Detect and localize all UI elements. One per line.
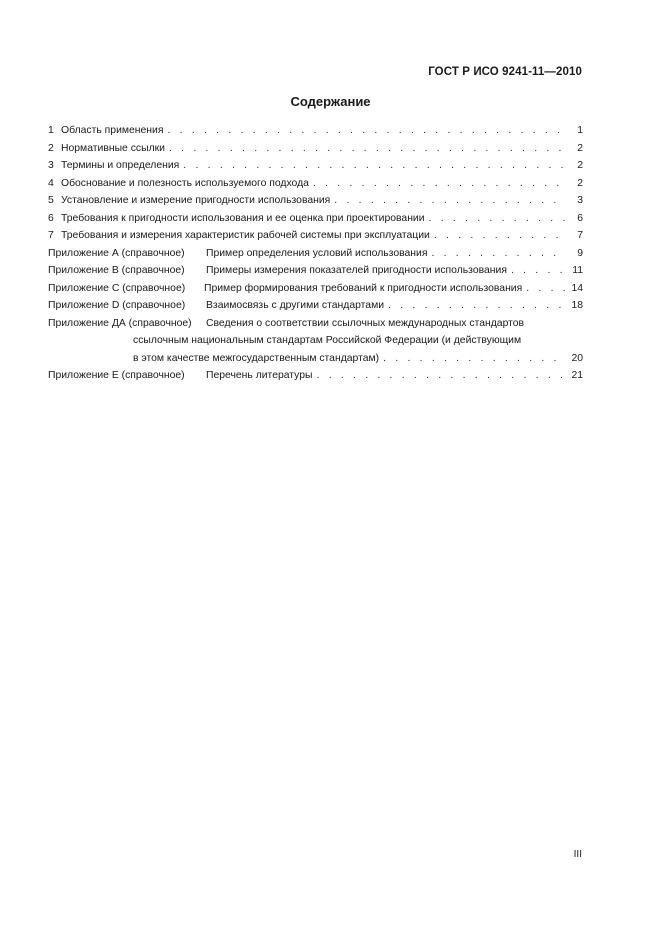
dot-leader [507,262,566,280]
appendix-label: Приложение D (справочное) [48,300,186,311]
toc-entry-number: 3 [48,160,54,171]
toc-entry-title: Область применения [61,125,164,136]
toc-entry-page: 6 [577,212,583,224]
page-number: III [573,849,582,860]
appendix-label: Приложение С (справочное) [48,282,186,294]
toc-entry-page: 2 [577,142,583,154]
appendix-page: 11 [572,265,583,276]
dot-leader [179,157,566,175]
toc-entry-page: 2 [577,177,583,189]
toc-entry-title: Установление и измерение пригодности использования [61,195,331,206]
dot-leader [313,367,566,385]
appendix-title: Пример определения условий использования [206,247,428,259]
toc-entry-number: 5 [48,195,54,206]
toc-entry-page: 7 [577,230,583,241]
dot-leader [309,175,566,193]
appendix-title-line-2: ссылочным национальным стандартам Российской Федерации (и действующим [133,335,522,346]
appendix-label: Приложение А (справочное) [48,247,185,259]
toc-entry-7[interactable] [48,227,583,245]
table-of-contents [48,122,583,385]
toc-entry-3[interactable] [48,157,583,175]
appendix-label: Приложение В (справочное) [48,265,185,276]
toc-entry-title: Термины и определения [61,160,180,171]
dot-leader [379,350,566,368]
dot-leader [522,280,566,298]
toc-appendix-da[interactable] [48,315,583,368]
toc-entry-number: 6 [48,212,54,224]
appendix-title-line-1: Сведения о соответствии ссылочных международных стандартов [206,317,525,329]
toc-entry-1[interactable] [48,122,583,140]
appendix-page: 9 [577,247,583,259]
appendix-title: Примеры измерения показателей пригодности использования [206,265,507,276]
dot-leader [427,245,566,263]
toc-entry-page: 3 [577,195,583,206]
toc-entry-number: 7 [48,230,54,241]
appendix-label: Приложение Е (справочное) [48,370,185,381]
dot-leader [330,192,566,210]
toc-appendix-d[interactable] [48,297,583,315]
dot-leader [425,210,566,228]
appendix-title: Взаимосвязь с другими стандартами [206,300,385,311]
toc-entry-title: Требования и измерения характеристик рабочей системы при эксплуатации [61,230,430,241]
toc-entry-title: Обоснование и полезность используемого подхода [61,177,309,189]
toc-entry-2[interactable] [48,140,583,158]
appendix-page: 18 [571,300,583,311]
dot-leader [163,122,566,140]
appendix-title-line-3: в этом качестве межгосударственным стандартам) [133,352,380,364]
toc-entry-title: Нормативные ссылки [61,142,165,154]
appendix-label: Приложение ДА (справочное) [48,317,192,329]
toc-appendix-b[interactable] [48,262,583,280]
document-code: ГОСТ Р ИСО 9241-11—2010 [428,66,582,78]
toc-entry-page: 1 [577,125,583,136]
toc-entry-number: 2 [48,142,54,154]
toc-entry-5[interactable] [48,192,583,210]
toc-appendix-a[interactable] [48,245,583,263]
toc-appendix-e[interactable] [48,367,583,385]
toc-entry-title: Требования к пригодности использования и ее оценка при проектировании [61,212,425,224]
toc-entry-6[interactable] [48,210,583,228]
appendix-title: Пример формирования требований к пригодности использования [204,282,523,294]
appendix-title: Перечень литературы [206,370,313,381]
toc-entry-number: 1 [48,125,54,136]
toc-title: Содержание [290,94,371,109]
appendix-page: 21 [571,370,583,381]
dot-leader [430,227,566,245]
dot-leader [384,297,566,315]
appendix-page: 20 [571,352,583,364]
toc-entry-4[interactable] [48,175,583,193]
toc-entry-page: 2 [577,160,583,171]
toc-appendix-c[interactable] [48,280,583,298]
dot-leader [165,140,566,158]
toc-entry-number: 4 [48,177,54,189]
appendix-page: 14 [571,282,583,294]
